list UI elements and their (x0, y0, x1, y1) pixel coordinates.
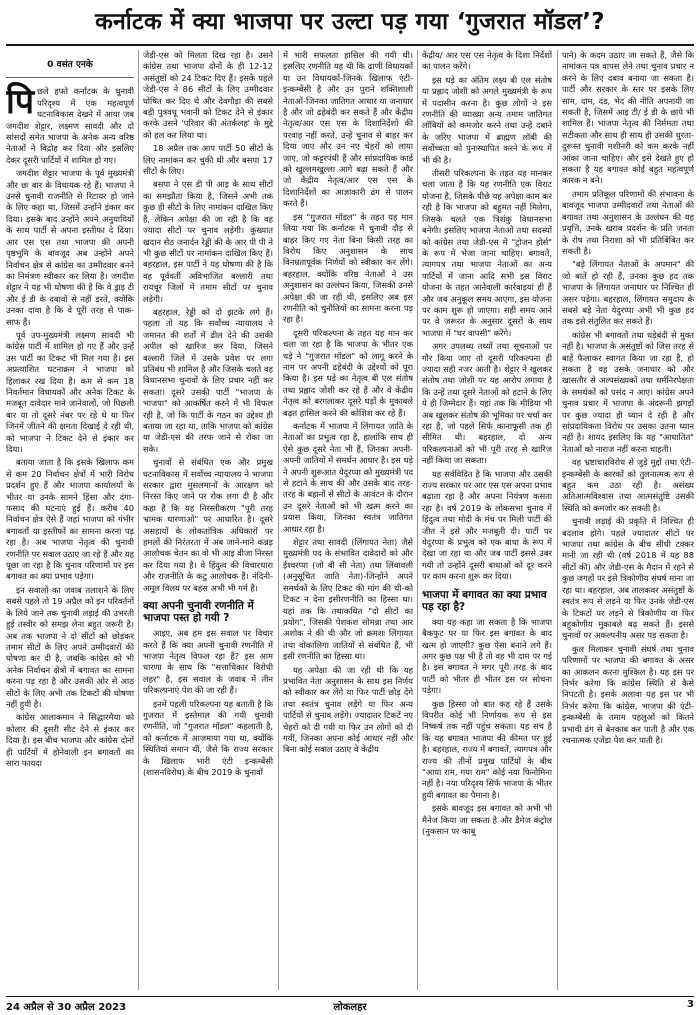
column-1 (6, 50, 134, 990)
paragraph: कांग्रेस आलाकमान ने सिद्धारमैया को कोलार की दूसरी सीट देने से इंकार कर दिया है। इस बीच भाजपा और कांग्रेस दोनों ही पार्टियों में होनेवाली इन बगावतों का सारा फायदा (6, 712, 134, 768)
paragraph: जगदीश शेट्टार भाजपा के पूर्व मुख्यमंत्री और छः बार के विधायक रहे हैं। भाजपा ने उनसे चुनावी राजनीति से रिटायर हो जाने के लिए कहा था, जिसमें उन्होंने इंकार कर दिया। इसके बाद उन्होंने अपने अनुयायियों के साथ पार्टी से अपना इस्तीफा दे दिया। आर एस एस तथा भाजपा की अपनी पृष्ठभूमि के बावजूद अब उन्होंने अपने निर्वाचन क्षेत्र से कांग्रेस का उम्मीदवार बनने का निमंत्रण स्वीकार कर लिया है। जगदीश शेट्टार ने यह भी घोषणा की है कि वे ड्राइ टी और ई डी के दबावों से नहीं डरते, क्योंकि उनका दावा है कि वे पूरी तरह से पाक-साफ हैं। (6, 168, 134, 327)
paragraph (6, 82, 134, 166)
paragraph: कुल मिलाकर चुनावी संघर्ष तथा चुनाव परिणामों पर भाजपा की बगावत के असर का आकलन करना मुश्किल है। यह इस पर निर्भर करेगा कि कांग्रेस स्थिति से कैसे निपटती है। इसके अलावा यह इस पर भी निर्भर करेगा कि कांग्रेस, भाजपा की एंटी-इन्कम्बेंसी के तमाम पहलुओं को कितने प्रभावी ढंग से बेनकाब कर पाती है और एक रचनात्मक एजेंडा पेश कर पाती है। (562, 643, 694, 745)
paragraph: यह अपेक्षा की जा रही थी कि यह प्रभावित नेता अनुशासन के साथ इस निर्णय को स्वीकार कर लेंगे या फिर पार्टी छोड़ देंगे तथा स्वतंत्र चुनाव लड़ेंगे या फिर अन्य पार्टियों से चुनाव लड़ेंगे। ज्यादातर टिकटें नए चेहरों को दी गयी या फिर उन लोगों को दी गयीं, जिनका अपना कोई आधार नहीं और बिना कोई सवाल उठाए वे केंद्रीय (283, 664, 413, 755)
paragraph: में भारी सफलता हासिल की गयी थी। इसलिए रणनीति यह थी कि ढाणी विधायकों या उन विधायकों-जिनके खिलाफ एंटी-इन्कम्बेंसी है और उन पुराने शक्तिशाली नेताओं-जिनका जातिगत आधार या जनाधार है और जो ढहेबंदी कर सकते हैं और केंद्रीय नेतृत्व/आर एस एस के दिशानिर्देशों की परवाह नहीं करते, उन्हें चुनाव से बाहर कर दिया जाए और उन नए चेहरों को लाया जाए, जो कट्टरपंथी हैं और सांप्रदायिक कार्ड को खुल्लमखुल्ला आगे बढ़ा सकते हैं और जो केंद्रीय नेतृत्व/आर एस एस के दिशानिर्देशों का आज्ञाकारी ढंग से पालन करते हैं। (283, 50, 413, 209)
column-3 (283, 50, 413, 990)
paragraph: अगर उपलब्ध तथ्यों तथा सूचनाओं पर गौर किया जाए तो दूसरी परिकल्पना ही ज्यादा सही नजर आती है। शेट्टार ने खुलकर संतोष तथा जोशी पर यह आरोप लगाया है कि उन्हें तथा दूसरे नेताओं को हटाने के लिए ये ही जिम्मेदार हैं। यहां तक कि मीडिया भी अब खुलकर संतोष की भूमिका पर चर्चा कर रहा है, जो पहले सिर्फ कानाफूसी तक ही सीमित थी। बहरहाल, दो अन्य परिकल्पनाओं को भी पूरी तरह से खारिज नहीं किया जा सकता। (422, 341, 552, 466)
paragraph: 18 अप्रैल तक आप पार्टी 50 सीटों के लिए नामांकन कर चुकी थी और बसपा 17 सीटों के लिए। (143, 143, 273, 177)
publication-name: लोकलहर (333, 1002, 367, 1013)
issue-date: 24 अप्रैल से 30 अप्रैल 2023 (6, 1002, 127, 1013)
column-divider (417, 50, 418, 990)
paragraph: तीसरी परिकल्पना के तहत यह मानकर चला जाता है कि यह रणनीति एक विराट योजना है, जिसके पीछे यह अपेक्षा काम कर रही है कि भाजपा को बहुमत नहीं मिलेगा, जिसके चलते एक त्रिशंकु विधानसभा बनेगी। इसलिए भाजपा नेताओं तथा सदस्यों को कांग्रेस तथा जेडी-एस में "ट्रोजन होर्स" के रूप में भेजा जाना चाहिए। बगावतें, त्यागपत्र तथा भाजपा नेताओं का अन्य पार्टियों में जाना आदि सभी इस विराट योजना के तहत आनेवाली कार्रवाइयां ही हैं और जब अनुकूल समय आएगा, इस योजना पर काम शुरू हो जाएगा। सही समय आने पर वे जरूरत के अनुसार दूसरों के साथ भाजपा में "घर वापसी" करेंगे। (422, 168, 552, 338)
paragraph-text: छले हफ्ते कर्नाटक के चुनावी परिदृश्य में एक महत्वपूर्ण घटनाविकास देखने में आया जब जगदीश शेट्टार, लक्ष्मण सावदी और दो सांसदों समेत भाजपा के अनेक अन्य वरिष्ठ नेताओं ने विद्रोह कर दिया और इसलिए देकर दूसरी पार्टियों में शामिल हो गए। (6, 86, 134, 165)
paragraph: चुनावों से संबंधित एक और प्रमुख घटनाविकास में सर्वोच्च न्यायालय ने भाजपा सरकार द्वारा मुसलमानों के आरक्षण को निरस्त किए जाने पर रोक लगा दी है और कहा है कि यह निरस्तीकरण "पूरी तरह भ्रामक धारणाओं" पर आधारित है। दूसरे असहायों के लोकतांत्रिक अधिकारों पर हमलों की निरंतरता में अब जाने-माने कन्नड़ आलोचक चेतन का वो भी आइ वीजा निरस्त कर दिया गया है। वे हिंदुत्व की विचारधारा और राजनीति के कटु आलोचक हैं। नंदिनी-अमूल विलय पर बहस अभी भी गर्म है। (143, 457, 273, 593)
paragraph: बताया जाता है कि इसके खिलाफ कम से कम 20 निर्वाचन क्षेत्रों में भारी विरोध प्रदर्शन हुए हैं और भाजपा कार्यालयों के भीतर या उनके सामने हिंसा और दंगा-फसाद की घटनाएं हुई हैं। करीब 40 निर्वाचन क्षेत्र ऐसे हैं जहां भाजपा को गंभीर बगावतों या इस्तीफों का सामना करना पड़ रहा है। अब भाजपा नेतृत्व की चुनावी रणनीति पर सवाल उठाए जा रहे हैं और यह पूछा जा रहा है कि चुनाव परिणामों पर इस बगावत का क्या प्रभाव पड़ेगा। (6, 457, 134, 582)
column-5 (562, 50, 694, 990)
paragraph: पूर्व उप-मुख्यमंत्री लक्ष्मण सावदी भी कांग्रेस पार्टी में शामिल हो गए हैं और उन्हें उस पार्टी का टिकट भी मिल गया है। इस अप्रत्याशित घटनाक्रम ने भाजपा को हिलाकर रख दिया है। कम से कम 18 निवर्तमान विधायकों और अनेक टिकट के मजबूत दावेदार माने जानेवालों, जो पिछली बार या तो दूसरे नंबर पर रहे थे या फिर जिनमें जीतने की क्षमता दिखाई दे रही थी, को भाजपा ने टिकट देने से इंकार कर दिया। (6, 329, 134, 454)
paragraph: यह सर्वविदित है कि भाजपा और उसकी राज्य सरकार पर आर एस एस अपना प्रभाव बढ़ाता रहा है और अपना नियंत्रण कसता रहा है। वर्ष 2019 के लोकसभा चुनाव में हिंदुत्व तथा मोदी के मंच पर मिली पार्टी की जीत ने इसे और मजबूती दी। पार्टी पर येदुरप्पा के प्रभुत्व को एक बाधा के रूप में देखा जा रहा था और जब पार्टी इससे उबर गयी तो उन्होंने दूसरी बाधाओं को दूर करने पर काम करना शुरू कर दिया। (422, 468, 552, 582)
page-number: 3 (687, 999, 694, 1010)
byline: 0 वसंत एनके (6, 60, 134, 78)
paragraph: आइए, अब हम इस सवाल पर विचार करते हैं कि क्या अपनी चुनावी रणनीति में भाजपा नेतृत्व विफल रहा है? इस आम धारणा के साथ कि "सत्ताधिकार विरोधी लहर" है, इस सवाल के जवाब में तीन परिकल्पनाएं पेश की जा रही हैं। (143, 628, 273, 696)
paragraph: तमाम प्रतिकूल परिणामों की संभावना के बावजूद भाजपा उम्मीदवारों तथा नेताओं की बगावत तथा अनुशासन के उल्लंघन की यह प्रवृत्ति, उनके खराब प्रदर्शन के प्रति जनता के रोष तथा निराशा को भी प्रतिबिंबित कर सकती है। (562, 188, 694, 256)
paragraph: चुनावी लड़ाई की प्रकृति में निश्चित ही बदलाव होगे। पहले ज्यादातर सीटों पर भाजपा तथा कांग्रेस के बीच सीधी टक्कर मानी जा रही थी (वर्ष 2018 में यह 88 सीटों की) और जेडी-एस के मैदान में रहने से कुछ जगहों पर इसे त्रिकोणीय संघर्ष माना जा रहा था। बहरहाल, अब तालकवर असंतुष्टों के स्वतंत्र रूप से लड़ने या फिर उनके जेडी-एस के टिकटों पर लड़ने से त्रिकोणीय या फिर बहुकोणीय मुकाबले बढ़ सकते हैं। इससे चुनावों पर अकल्पनीय असर पड़ सकता है। (562, 516, 694, 641)
paragraph: शेट्टार तथा सावदी (लिंगायत नेता) जैसे मुख्यमंत्री पद के संभावित दावेदारों को और ईश्वरप्पा (जो बी सी नेता) तथा लिंबावली (अनुसूचित जाति नेता)-जिन्होंने अपने समर्थकों के लिए टिकट की मांग की थी-को टिकट न देना इसीरणनीति का हिस्सा था। यहां तक कि तथाकथित "दो सीटों का प्रयोग", जिसकी पेशकश सोमन्ना तथा आर अशोक ने की थी और जो क्रमशः लिंगायत तथा वोकालिगा जातियों से संबंधित हैं, भी इसी रणनीति का हिस्सा था। (283, 537, 413, 662)
paragraph: जेडी-एस को मिलता दिख रहा है। उसने कांग्रेस तथा भाजपा दोनों के ही 12-12 असंतुष्टों को 24 टिकट दिए हैं। इसके पहले जेडी-एस ने 86 सीटों के लिए उम्मीदवार घोषित कर दिए थे और देवगौड़ा की सबसे बड़ी पुत्रवधू भवानी को टिकट देने से इंकार करके उसने 'परिवार की अंतर्कलह' के मुद्दे को हल कर लिया था। (143, 50, 273, 140)
paragraph: बसपा ने एस डी पी आइ के साथ सीटों का समझौता किया है, जिसने अभी तक कुछ ही सीटों के लिए नामांकन दाखिल किए हैं, लेकिन अपेक्षा की जा रही है कि वह ज्यादा सीटों पर चुनाव लड़ेगी। कुख्यात खदान सेठ जनार्दन रेड्डी की के आर पी पी ने भी कुछ सीटों पर नामांकन दाखिल किए हैं। बहरहाल, इस पार्टी ने यह घोषणा की है कि वह पूर्ववर्ती अविभाजित बल्लारी तथा रायचूर जिलों में तमाम सीटों पर चुनाव लड़ेगी। (143, 179, 273, 304)
paragraph: "बड़े लिंगायत नेताओं के अपमान" की जो बातें हो रही हैं, उनका कुछ हद तक भाजपा के लिंगायत जनाधार पर निश्चित ही असर पड़ेगा। बहरहाल, लिंगायत समुदाय के सबसे बड़े नेता येदुरप्पा अभी भी कुछ हद तक इसे संतुलित कर सकते हैं। (562, 259, 694, 327)
paragraph: वह भ्रष्टाचारविरोध से जुड़े मुद्दों तथा एंटी-इन्कम्बेंसी के कारकों को तुलनात्मक रूप से बहुत कम उठा रही है। असंख्य अतिआत्मविश्वास तथा आत्मसंतुष्टि उसकी स्थिति को कमजोर कर सकती है। (562, 457, 694, 513)
column-divider (278, 50, 279, 990)
paragraph: इनमें पहली परिकल्पना यह बताती है कि गुजरात में इस्तेमाल की गयी चुनावी रणनीति, जो "गुजरात मॉडल" कहलाती है, को कर्नाटक में आजमाया गया था, क्योंकि स्थितियां समान थीं, जैसे कि राज्य सरकार के खिलाफ भारी एंटी इन्कम्बेंसी (शासनविरोध) के बीच 2019 के चुनावों (143, 698, 273, 777)
paragraph: इसके बावजूद इस बगावत को अभी भी मैनेज किया जा सकता है और डैमेज कंट्रोल (नुकसान पर काबू (422, 803, 552, 836)
column-divider (557, 50, 558, 990)
paragraph: इस "गुजरात मॉडल" के तहत यह मान लिया गया कि कर्नाटक में चुनावी दौड़ से बाहर किए गए नेता बिना किसी तरह का विरोध किए अनुशासन के साथ विनम्रतापूर्वक निर्णयों को स्वीकार कर लेंगे। बहरहाल, क्योंकि वरिष्ठ नेताओं ने उस अनुशासन का उल्लंघन किया, जिसकी उनसे अपेक्षा की जा रही थी, इसलिए अब इस रणनीति को चुनौतियों का सामना करना पड़ रहा है। (283, 211, 413, 325)
paragraph: बहरहाल, रेड्डी को दो झटके लगे हैं। पहला तो यह कि सर्वोच्च न्यायालय ने जमानत की शर्तों में ढील देने की उसकी अपील को खारिज कर दिया, जिसने बल्लारी जिले में उसके प्रवेश पर लगा प्रतिबंध भी शामिल है और जिसके चलते वह विधानसभा चुनावों के लिए प्रचार नहीं कर सकता। दूसरे उसकी पार्टी "भाजपा के भाजपा" को आकर्षित करने में भी विफल रही है, जो कि पार्टी के गठन का उद्देश्य ही बताया जा रहा था, ताकि भाजपा को कांग्रेस या जेडी-एस की तरफ जाने से रोका जा सके। (143, 306, 273, 454)
drop-cap: पि (6, 82, 35, 123)
column-2 (143, 50, 273, 990)
paragraph: केंद्रीय/ आर एस एस नेतृत्व के दिशा निर्देशों का पालन करेंगे। (422, 50, 552, 72)
paragraph: दूसरी परिकल्पना के तहत यह मान कर चला जा रहा है कि भाजपा के भीतर एक धड़े ने "गुजरात मॉडल" को लागू करने के नाम पर अपनी ढहेबंदी के उद्देश्यों को पूरा किया है। इस धड़े का नेतृत्व बी एल संतोष तथा प्रह्लाद जोशी कर रहे हैं और वे केंद्रीय नेतृत्व को बरगलाकर दूसरे धड़ों के मुकाबले बढ़त हासिल करने की कोशिश कर रहे हैं। (283, 327, 413, 418)
paragraph: इन सवालों का जवाब तलाशने के लिए सबसे पहले तो 19 अप्रैल को इन परिवर्तनों के लिये जाने तक चुनावी लड़ाई की उभरती हुई तस्वीर को समझ लेना बहुत जरूरी है। अब तक भाजपा ने दो सीटों को छोड़कर तमाम सीटों के लिए अपने उम्मीदवारों की घोषणा कर दी है, जबकि कांग्रेस को भी अनेक निर्वाचन क्षेत्रों में बगावत का सामना करना पड़ रहा है और उसकी ओर से आठ सीटों के लिए अभी तक टिकटों की घोषणा नहीं हुयी है। (6, 584, 134, 709)
paragraph: कर्नाटक में भाजपा में लिंगायत जाति के नेताओं का प्रभुत्व रहा है, हालांकि साथ ही ऐसे कुछ दूसरे नेता भी हैं, जिनका अपनी-अपनी जातियों में समर्थन आधार है। इस धड़े ने अपनी शुरूआत येदुरप्पा को मुख्यमंत्री पद से हटाने के साथ की और उसके बाद तरह-तरह के बहानों से सीटों के आवंटन के दौरान उन दूसरे नेताओं को भी खत्म करने का प्रयास किया, जिनका स्वतंत्र जातिगत आधार रहा है। (283, 421, 413, 534)
paragraph: कुछ हिस्सा जो बात कह रहे हैं उसके विपरीत कोई भी निर्णायक रूप से इस निष्कर्ष तक नहीं पहुंच सकता। यह सच है कि यह बगावत भाजपा की कीमत पर हुई है। बहरहाल, राज्य में बगावतें, त्यागपत्र और राज्य की तीनों प्रमुख पार्टियों के बीच "आया राम, गया राम" कोई नया फिनोमिना नहीं है। नया परिदृश्य सिर्फ भाजपा के भीतर हुयी बगावत का पैमाना है। (422, 698, 552, 800)
paragraph: इस धड़े का अंतिम लक्ष्य बी एल संतोष या प्रह्लाद जोशी को अगले मुख्यमंत्री के रूप में पदासीन करना है। कुछ लोगों ने इस रणनीति की व्याख्या अन्य तमाम जातिगत लॉबियों को कमजोर करने तथा उन्हें दबाने के जरिए भाजपा में ब्राह्मण लॉबी की सर्वोच्चता को पुनःस्थापित करने के रूप में भी की है। (422, 74, 552, 165)
column-4 (422, 50, 552, 990)
paragraph: क्या यह कहा जा सकता है कि भाजपा बैकफुट पर या फिर इस बगावत के बाद खत्म हो जाएगी? कुछ ऐसा बनाने लगे हैं। अगर कुछ पक्ष भी है तो वह भी दाम पर गई है। इस बगावत ने मगर पूरी तरह के बाद पार्टी को भीतर ही भीतर इस पर सोचना पड़ेगा। (422, 616, 552, 696)
column-divider (138, 50, 139, 990)
page-footer (6, 996, 694, 1013)
subheading: क्या अपनी चुनावी रणनीति में भाजपा पस्त हो गयी ? (143, 600, 254, 625)
top-rule (6, 44, 694, 46)
headline: कर्नाटक में क्या भाजपा पर उल्टा पड़ गया ‘गुजरात मॉडल’? (95, 9, 605, 35)
subheading: भाजपा में बगावत का क्या प्रभाव पड़ रहा है? (422, 588, 547, 613)
paragraph: कांग्रेस भी बगावतों तथा धड़ेबंदी से मुक्त नहीं है। भाजपा के असंतुष्टों को जिस तरह से बाहें फैलाकर स्वागत किया जा रहा है, हो सकता है वह उसके जनाधार को और खासतौर से अल्पसंख्यकों तथा धर्मनिरपेक्षता के समर्थकों को पसंद न आए। कांग्रेस अपने चुनाव प्रचार में भाजपा के अंदरूनी झगड़ों पर कुछ ज्यादा ही ध्यान दे रही है और सांप्रदायिकता विरोध पर उसका उतना ध्यान नहीं है। शायद इसलिए कि यह "आधातित" नेताओं को नाराज नहीं करना चाहती। (562, 329, 694, 454)
paragraph: पाने) के कदम उठाए जा सकते हैं, जैसे कि नामांकन पत्र वापस लेने तथा चुनाव प्रचार न करने के लिए दबाव बनाया जा सकता है। पार्टी और सरकार के स्तर पर इसके लिए साम, दाम, दंड, भेद की नीति अपनायी जा सकती है, जिसमें आइ टी/ ई डी के छापे भी शामिल हैं। भाजपा नेतृत्व की निर्ममता तथा सटीकता और साथ ही साथ ही उसकी धुरता-दुरूस्त चुनावी मशीनरी को कम करके नहीं आंका जाना चाहिए। और इसे देखते हुए हो सकता है यह बगावत कोई बहुत महत्वपूर्ण कारक न बने। (562, 50, 694, 186)
